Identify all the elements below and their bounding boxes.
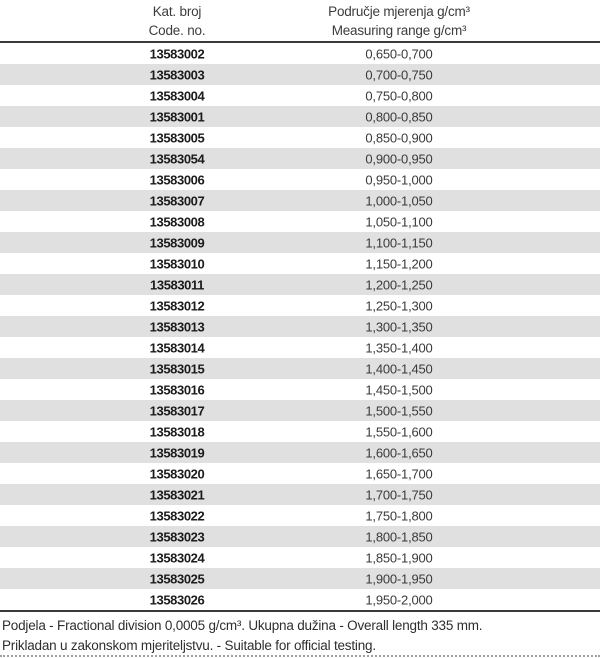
table-footer [0, 612, 600, 656]
code-number: 13583016 [149, 382, 205, 397]
table-row [0, 421, 600, 442]
code-number: 13583007 [149, 193, 205, 208]
table-row [0, 547, 600, 568]
code-number: 13583014 [149, 340, 205, 355]
header-measuring-range [328, 2, 470, 40]
code-number: 13583054 [149, 151, 205, 166]
code-number: 13583003 [149, 67, 205, 82]
table-body [0, 43, 600, 610]
header-measuring-range-hr: Područje mjerenja g/cm³ [328, 4, 470, 19]
table-header [0, 0, 600, 41]
measuring-range: 1,000-1,050 [365, 193, 433, 208]
measuring-range: 1,800-1,850 [365, 529, 433, 544]
measuring-range: 1,850-1,900 [365, 550, 433, 565]
code-number: 13583008 [149, 214, 205, 229]
code-number: 13583015 [149, 361, 205, 376]
table-row [0, 358, 600, 379]
measuring-range: 0,650-0,700 [365, 46, 433, 61]
measuring-range: 0,800-0,850 [365, 109, 433, 124]
code-number: 13583025 [149, 571, 205, 586]
measuring-range: 1,550-1,600 [365, 424, 433, 439]
measuring-range: 1,200-1,250 [365, 277, 433, 292]
measuring-range: 0,900-0,950 [365, 151, 433, 166]
code-number: 13583026 [149, 592, 205, 607]
table-row [0, 442, 600, 463]
code-number: 13583017 [149, 403, 205, 418]
code-number: 13583002 [149, 46, 205, 61]
code-number: 13583011 [150, 277, 204, 292]
measuring-range: 0,950-1,000 [365, 172, 433, 187]
footer-note-official: Prikladan u zakonskom mjeriteljstvu. - Suitable for official testing. [2, 637, 376, 653]
measuring-range: 1,450-1,500 [365, 382, 433, 397]
table-row [0, 505, 600, 526]
code-number: 13583009 [149, 235, 205, 250]
table-row [0, 337, 600, 358]
code-number: 13583018 [149, 424, 205, 439]
measuring-range: 1,150-1,200 [365, 256, 433, 271]
code-number: 13583020 [149, 466, 205, 481]
table-row [0, 43, 600, 64]
header-code-no [149, 2, 206, 40]
measuring-range: 1,100-1,150 [365, 235, 433, 250]
table-row [0, 127, 600, 148]
table-row [0, 232, 600, 253]
measuring-range: 1,700-1,750 [365, 487, 433, 502]
table-row [0, 589, 600, 610]
code-number: 13583005 [149, 130, 205, 145]
table-row [0, 169, 600, 190]
header-measuring-range-en: Measuring range g/cm³ [331, 23, 467, 38]
table-row [0, 85, 600, 106]
header-code-no-en: Code. no. [148, 23, 206, 38]
table-row [0, 295, 600, 316]
table-row [0, 274, 600, 295]
table-row [0, 484, 600, 505]
measuring-range: 1,600-1,650 [365, 445, 433, 460]
measuring-range: 1,500-1,550 [365, 403, 433, 418]
code-number: 13583010 [149, 256, 205, 271]
measuring-range: 1,350-1,400 [365, 340, 433, 355]
measuring-range: 0,700-0,750 [365, 67, 433, 82]
code-number: 13583021 [149, 487, 205, 502]
footer-note-division: Podjela - Fractional division 0,0005 g/cm³. Ukupna dužina - Overall length 335 mm. [2, 617, 483, 633]
measuring-range: 1,650-1,700 [365, 466, 433, 481]
code-number: 13583013 [149, 319, 205, 334]
measuring-range: 1,950-2,000 [365, 592, 433, 607]
code-number: 13583001 [149, 109, 205, 124]
table-row [0, 148, 600, 169]
measuring-range: 1,300-1,350 [365, 319, 433, 334]
table-row [0, 568, 600, 589]
table-row [0, 526, 600, 547]
header-code-no-hr: Kat. broj [152, 4, 202, 19]
table-row [0, 463, 600, 484]
table-row [0, 253, 600, 274]
measuring-range: 0,750-0,800 [365, 88, 433, 103]
table-row [0, 211, 600, 232]
table-row [0, 106, 600, 127]
table-row [0, 316, 600, 337]
measuring-range: 1,050-1,100 [365, 214, 433, 229]
code-number: 13583022 [149, 508, 205, 523]
measuring-range: 1,750-1,800 [365, 508, 433, 523]
code-number: 13583019 [149, 445, 205, 460]
measuring-range: 1,250-1,300 [365, 298, 433, 313]
table-row [0, 64, 600, 85]
code-number: 13583012 [149, 298, 205, 313]
code-number: 13583023 [149, 529, 205, 544]
table-row [0, 379, 600, 400]
code-number: 13583004 [149, 88, 205, 103]
code-number: 13583006 [149, 172, 205, 187]
code-number: 13583024 [149, 550, 205, 565]
bottom-dotted-rule [0, 655, 600, 657]
table-row [0, 400, 600, 421]
table-row [0, 190, 600, 211]
measuring-range: 1,900-1,950 [365, 571, 433, 586]
measuring-range: 0,850-0,900 [365, 130, 433, 145]
measuring-range: 1,400-1,450 [365, 361, 433, 376]
